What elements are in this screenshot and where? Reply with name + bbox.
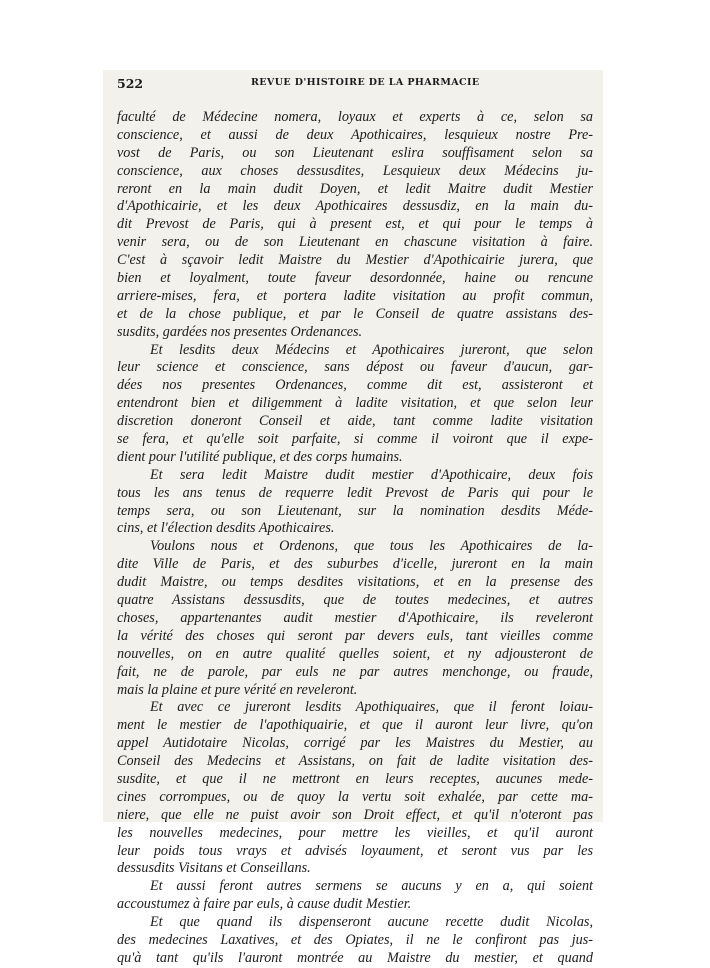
text-line: reront en la main dudit Doyen, et ledit Maitre dudit Mestier	[117, 180, 593, 197]
text-line: susdite, et que il ne mettront en leurs receptes, aucunes mede-	[117, 770, 593, 787]
text-line: dient pour l'utilité publique, et des corps humains.	[117, 448, 403, 465]
text-line: dudit Maistre, ou temps desdites visitations, et en la presense des	[117, 574, 593, 591]
text-line: ment le mestier de l'apothiquairie, et que il auront leur livre, qu'on	[117, 717, 593, 734]
text-line: C'est à sçavoir ledit Maistre du Mestier d'Apothicairie jurera, que	[117, 252, 593, 269]
text-line: Et lesdits deux Médecins et Apothicaires jureront, que selon	[150, 341, 593, 358]
text-line: appel Autidotaire Nicolas, corrigé par les Maistres du Mestier, au	[117, 735, 593, 752]
text-line: qu'à tant qu'ils l'auront montrée au Maistre du mestier, et quand	[117, 949, 593, 966]
running-title: REVUE D'HISTOIRE DE LA PHARMACIE	[251, 77, 480, 88]
text-line: dées nos presentes Ordenances, comme dit est, assisteront et	[117, 377, 593, 394]
text-line: dessusdits Visitans et Conseillans.	[117, 860, 311, 877]
text-line: leur poids tous vrays et advisés loyaument, et seront vus par les	[117, 842, 593, 859]
text-line: conscience, et aussi de deux Apothicaires, lesquieux nostre Pre-	[117, 126, 593, 143]
text-line: tous les ans tenus de requerre ledit Prevost de Paris qui pour le	[117, 484, 593, 501]
text-line: Et sera ledit Maistre dudit mestier d'Apothicaire, deux fois	[150, 466, 593, 483]
text-line: dit Prevost de Paris, qui à present est, et qui pour le temps à	[117, 216, 593, 233]
text-line: faculté de Médecine nomera, loyaux et experts à ce, selon sa	[117, 109, 593, 125]
text-line: fait, ne de parole, par euls ne par autres menchonge, ou fraude,	[117, 663, 593, 680]
text-line: nouvelles, on en autre qualité quelles soient, et ny adjousteront de	[117, 645, 593, 662]
text-line: la vérité des choses qui seront par devers euls, tant vieilles comme	[117, 627, 593, 644]
text-line: Et que quand ils dispenseront aucune recette dudit Nicolas,	[150, 914, 593, 931]
text-line: quatre Assistans dessusdits, que de toutes medecines, et autres	[117, 592, 593, 609]
text-line: se fera, et qu'elle soit parfaite, si comme il voiront que il expe-	[117, 431, 593, 448]
text-line: cins, et l'élection desdits Apothicaires.	[117, 520, 335, 537]
text-line: discretion doneront Conseil et aide, tant comme ladite visitation	[117, 413, 593, 430]
text-line: susdits, gardées nos presentes Ordenances.	[117, 323, 363, 340]
text-line: et de la chose publique, et par le Conseil de quatre assistans des-	[117, 305, 593, 322]
text-line: les nouvelles medecines, pour mettre les vieilles, et qu'il auront	[117, 824, 593, 841]
text-line: cines corrompues, ou de quoy la vertu soit exhalée, par cette ma-	[117, 788, 593, 805]
body-text	[117, 109, 593, 968]
text-line: Conseil des Medecins et Assistans, on fait de ladite visitation des-	[117, 753, 593, 770]
text-line: conscience, aux choses dessusdites, Lesquieux deux Médecins ju-	[117, 162, 593, 179]
text-line: Voulons nous et Ordenons, que tous les Apothicaires de la-	[150, 538, 593, 555]
text-line: entendront bien et diligemment à ladite visitation, et que selon leur	[117, 395, 593, 412]
text-line: vost de Paris, ou son Lieutenant eslira souffisament selon sa	[117, 144, 593, 161]
text-line: d'Apothicairie, et les deux Apothicaires dessusdiz, en la main du-	[117, 198, 593, 215]
text-line: Et aussi feront autres sermens se aucuns y en a, qui soient	[150, 878, 593, 895]
text-line: bien et loyalment, toute faveur desordonnée, haine ou rencune	[117, 270, 593, 287]
text-line: choses, appartenantes audit mestier d'Apothicaire, ils reveleront	[117, 609, 593, 626]
text-line: niere, que elle ne puist avoir son Droit effect, et qu'il n'oteront pas	[117, 806, 593, 823]
page-header	[117, 76, 593, 94]
page-number: 522	[117, 76, 144, 91]
text-line: leur science et conscience, sans dépost ou faveur d'aucun, gar-	[117, 359, 593, 376]
text-line: venir sera, ou de son Lieutenant en chascune visitation à faire.	[117, 234, 593, 251]
text-line: des medecines Laxatives, et des Opiates, il ne le confiront pas jus-	[117, 931, 593, 948]
text-line: arriere-mises, fera, et portera ladite visitation au profit commun,	[117, 287, 593, 304]
text-line: temps sera, ou son Lieutenant, sur la nomination desdits Méde-	[117, 502, 593, 519]
text-line: mais la plaine et pure vérité en reveleront.	[117, 681, 358, 698]
text-line: accoustumez à faire par euls, à cause dudit Mestier.	[117, 896, 412, 913]
text-line: dite Ville de Paris, et des suburbes d'icelle, jureront en la main	[117, 556, 593, 573]
text-line: Et avec ce jureront lesdits Apothiquaires, que il feront loiau-	[150, 699, 593, 716]
